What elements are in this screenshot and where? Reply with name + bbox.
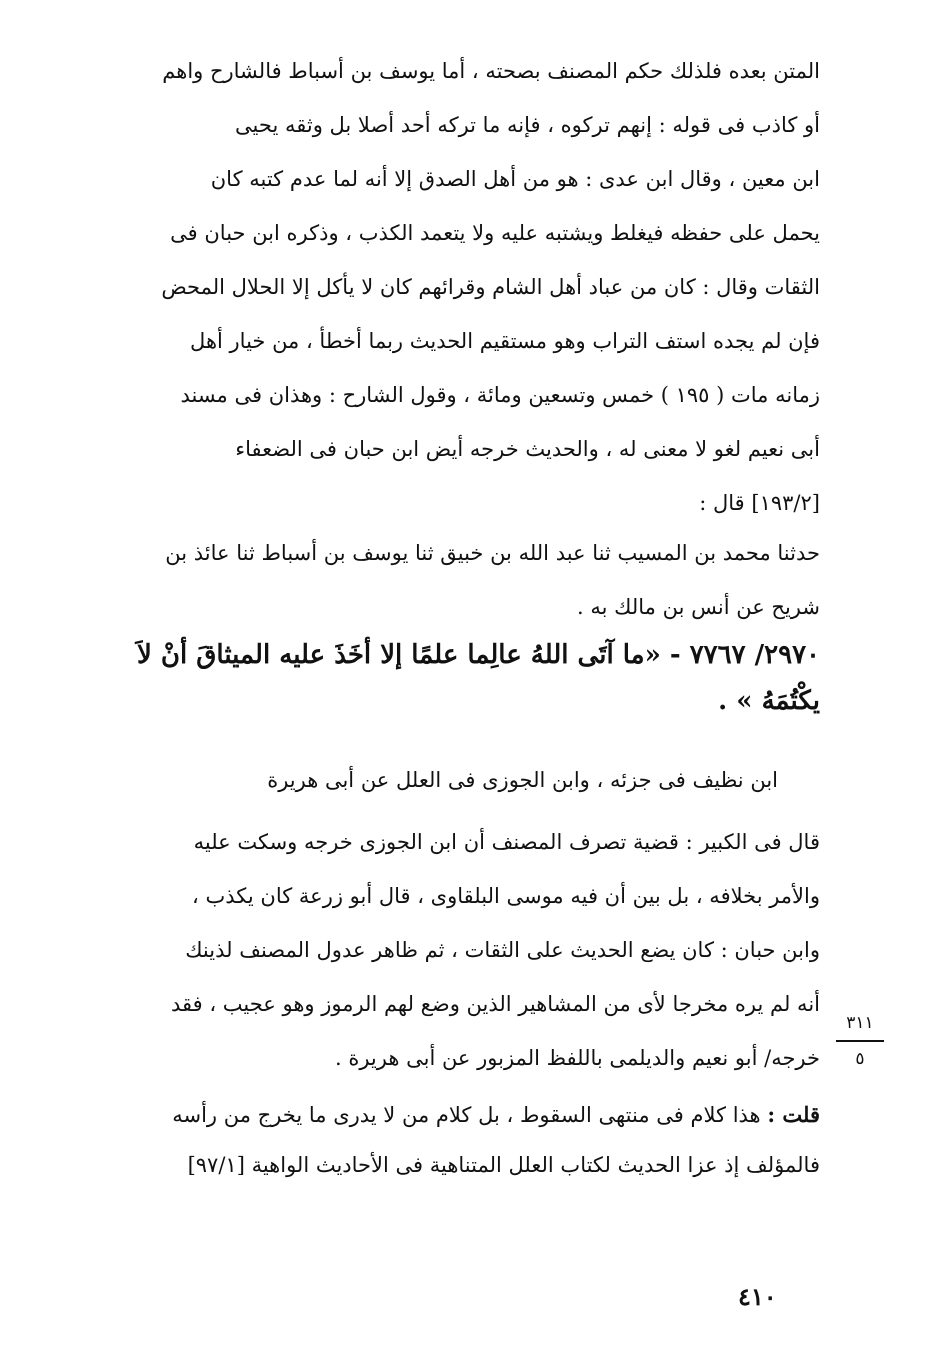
text-line: فإن لم يجده استف التراب وهو مستقيم الحديث ربما أخطأ ، من خيار أهل xyxy=(190,329,820,353)
paragraph-commentary-1 xyxy=(108,44,820,530)
text-line: المتن بعده فلذلك حكم المصنف بصحته ، أما يوسف بن أسباط فالشارح واهم xyxy=(162,59,820,83)
text-line: أنه لم يره مخرجا لأى من المشاهير الذين وضع لهم الرموز وهو عجيب ، فقد xyxy=(170,992,820,1016)
text-line: فالمؤلف إذ عزا الحديث لكتاب العلل المتناهية فى الأحاديث الواهية [٩٧/١] xyxy=(187,1153,820,1177)
paragraph-commentary-2 xyxy=(108,815,820,1085)
text-line: يحمل على حفظه فيغلط ويشتبه عليه ولا يتعمد الكذب ، وذكره ابن حبان فى xyxy=(170,221,820,245)
text-line xyxy=(108,1090,820,1140)
margin-page-ref: ٣١١ xyxy=(836,1012,884,1042)
text-line: أو كاذب فى قوله : إنهم تركوه ، فإنه ما تركه أحد أصلا بل وثقه يحيى xyxy=(235,113,820,137)
text-line: زمانه مات ( ١٩٥ ) خمس وتسعين ومائة ، وقول الشارح : وهذان فى مسند xyxy=(180,383,820,407)
paragraph-isnad xyxy=(108,526,820,634)
hadith-text xyxy=(108,632,820,724)
text-line: قال فى الكبير : قضية تصرف المصنف أن ابن الجوزى خرجه وسكت عليه xyxy=(193,830,820,854)
hadith-source: ابن نظيف فى جزئه ، وابن الجوزى فى العلل عن أبى هريرة xyxy=(267,768,778,792)
paragraph-author-note xyxy=(108,1090,820,1190)
page-number: ٤١٠ xyxy=(738,1282,777,1311)
text-line: شريح عن أنس بن مالك به . xyxy=(577,595,820,619)
hadith-line: يكْتُمَهُ » . xyxy=(718,686,820,716)
text-line: أبى نعيم لغو لا معنى له ، والحديث خرجه أيض ابن حبان فى الضعفاء xyxy=(235,437,820,461)
hadith-line: ٢٩٧٠/ ٧٧٦٧ - «ما آتَى اللهُ عالِما علمًا إلا أخَذَ عليه الميثاقَ أنْ لاَ xyxy=(136,640,820,670)
margin-volume-ref: ٥ xyxy=(855,1049,865,1069)
margin-volume-marker xyxy=(836,1012,884,1070)
text-line: خرجه/ أبو نعيم والديلمى باللفظ المزبور عن أبى هريرة . xyxy=(334,1046,820,1070)
qult-label: قلت : xyxy=(767,1102,820,1127)
text-line: ابن معين ، وقال ابن عدى : هو من أهل الصدق إلا أنه لما عدم كتبه كان xyxy=(210,167,820,191)
text-line: [١٩٣/٢] قال : xyxy=(699,491,820,515)
text-line: والأمر بخلافه ، بل بين أن فيه موسى البلقاوى ، قال أبو زرعة كان يكذب ، xyxy=(192,884,820,908)
text-line: الثقات وقال : كان من عباد أهل الشام وقرائهم كان لا يأكل إلا الحلال المحض xyxy=(161,275,820,299)
text-fragment: هذا كلام فى منتهى السقوط ، بل كلام من لا يدرى ما يخرج من رأسه xyxy=(172,1103,768,1127)
text-line: وابن حبان : كان يضع الحديث على الثقات ، ثم ظاهر عدول المصنف لذينك xyxy=(185,938,820,962)
text-line: حدثنا محمد بن المسيب ثنا عبد الله بن خبيق ثنا يوسف بن أسباط ثنا عائذ بن xyxy=(165,541,820,565)
